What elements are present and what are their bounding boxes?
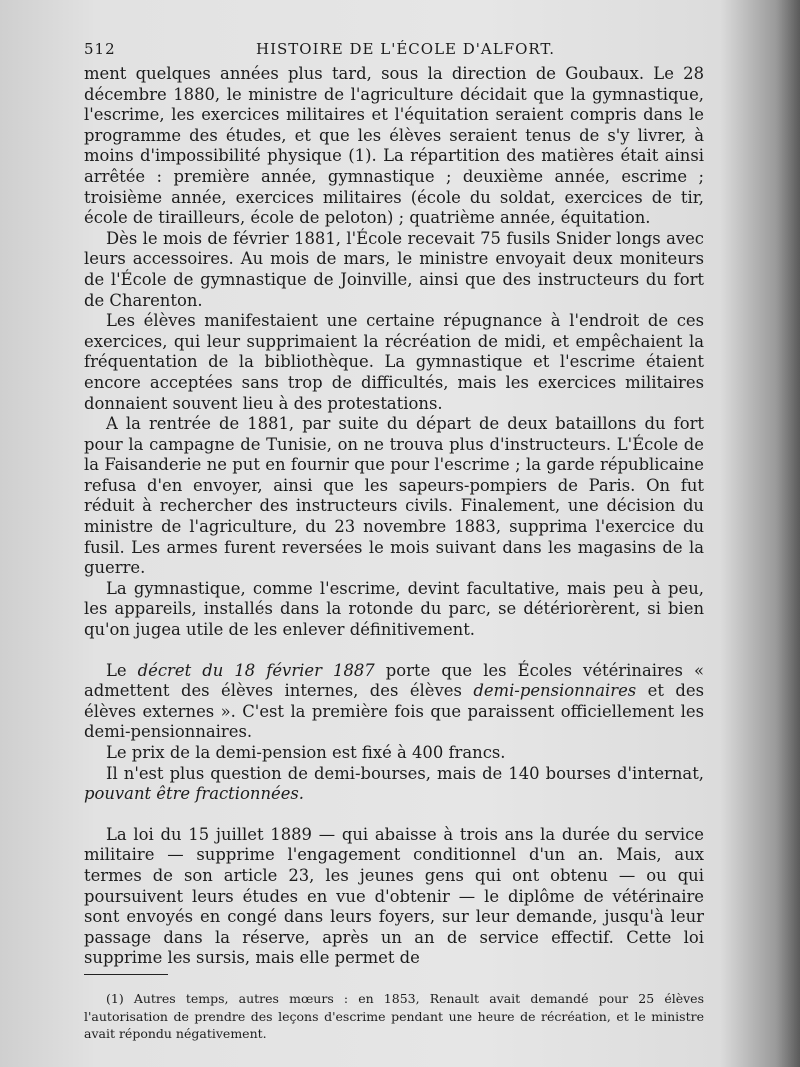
paragraph-gymnastique: La gymnastique, comme l'escrime, devint facultative, mais peu à peu, les appareils, installés dans la rotonde du parc, se détériorèrent, si bien qu'on jugea utile de les enlever définitivement. [84, 578, 704, 640]
paragraph-continuation: ment quelques années plus tard, sous la direction de Goubaux. Le 28 décembre 1880, le ministre de l'agriculture décidait que la gymnastique, l'escrime, les exercices militaires et l'équitation seraient compris dans le programme des études, et que les élèves seraient tenus de s'y livrer, à moins d'impossibilité physique (1). La répartition des matières était ainsi arrêtée : première année, gymnastique ; deuxième année, escrime ; troisième année, exercices militaires (école du soldat, exercices de tir, école de tirailleurs, école de peloton) ; quatrième année, équitation. [84, 64, 704, 228]
running-title: HISTOIRE DE L'ÉCOLE D'ALFORT. [256, 40, 555, 58]
bourses-italic: pouvant être fractionnées. [84, 784, 305, 804]
body-text [84, 64, 704, 969]
footnote-text: (1) Autres temps, autres mœurs : en 1853, Renault avait demandé pour 25 élèves l'autorisation de prendre des leçons d'escrime pendant une heure de récréation, et le ministre avait répondu négativement. [84, 991, 704, 1041]
paragraph-bourses: Il n'est plus question de demi-bourses, mais de 140 bourses d'internat, pouvant être fractionnées. [84, 763, 704, 804]
paragraph-decret: Le décret du 18 février 1887 porte que les Écoles vétérinaires « admettent des élèves internes, des élèves demi-pensionnaires et des élèves externes ». C'est la première fois que paraissent officiellement les demi-pensionnaires. [84, 660, 705, 742]
page-number: 512 [84, 40, 116, 58]
footnote [84, 990, 704, 1043]
page-header [84, 40, 684, 64]
paragraph-rentree: A la rentrée de 1881, par suite du départ de deux bataillons du fort pour la campagne de Tunisie, on ne trouva plus d'instructeurs. L'École de la Faisanderie ne put en fournir que pour l'escrime ; la garde républicaine refusa d'en envoyer, ainsi que les sapeurs-pompiers de Paris. On fut réduit à rechercher des instructeurs civils. Finalement, une décision du ministre de l'agriculture, du 23 novembre 1883, supprima l'exercice du fusil. Les armes furent reversées le mois suivant dans les magasins de la guerre. [84, 414, 704, 578]
decree-italic: décret du 18 février 1887 [137, 660, 375, 680]
demi-pensionnaires-italic: demi-pensionnaires [473, 681, 637, 701]
paragraph-prix: Le prix de la demi-pension est fixé à 400 francs. [106, 743, 506, 762]
footnote-divider [84, 974, 168, 975]
paragraph-fusils: Dès le mois de février 1881, l'École recevait 75 fusils Snider longs avec leurs accessoires. Au mois de mars, le ministre envoyait deux moniteurs de l'École de gymnastique de Joinville, ainsi que des instructeurs du fort de Charenton. [84, 228, 704, 310]
paragraph-eleves: Les élèves manifestaient une certaine répugnance à l'endroit de ces exercices, qui leur supprimaient la récréation de midi, et empêchaient la fréquentation de la bibliothèque. La gymnastique et l'escrime étaient encore acceptées sans trop de difficultés, mais les exercices militaires donnaient souvent lieu à des protestations. [84, 311, 704, 413]
paragraph-loi: La loi du 15 juillet 1889 — qui abaisse à trois ans la durée du service militaire — supprime l'engagement conditionnel d'un an. Mais, aux termes de son article 23, les jeunes gens qui ont obtenu — ou qui poursuivent leurs études en vue d'obtenir — le diplôme de vétérinaire sont envoyés en congé dans leurs foyers, sur leur demande, jusqu'à leur passage dans la réserve, après un an de service effectif. Cette loi supprime les sursis, mais elle permet de [84, 824, 704, 968]
